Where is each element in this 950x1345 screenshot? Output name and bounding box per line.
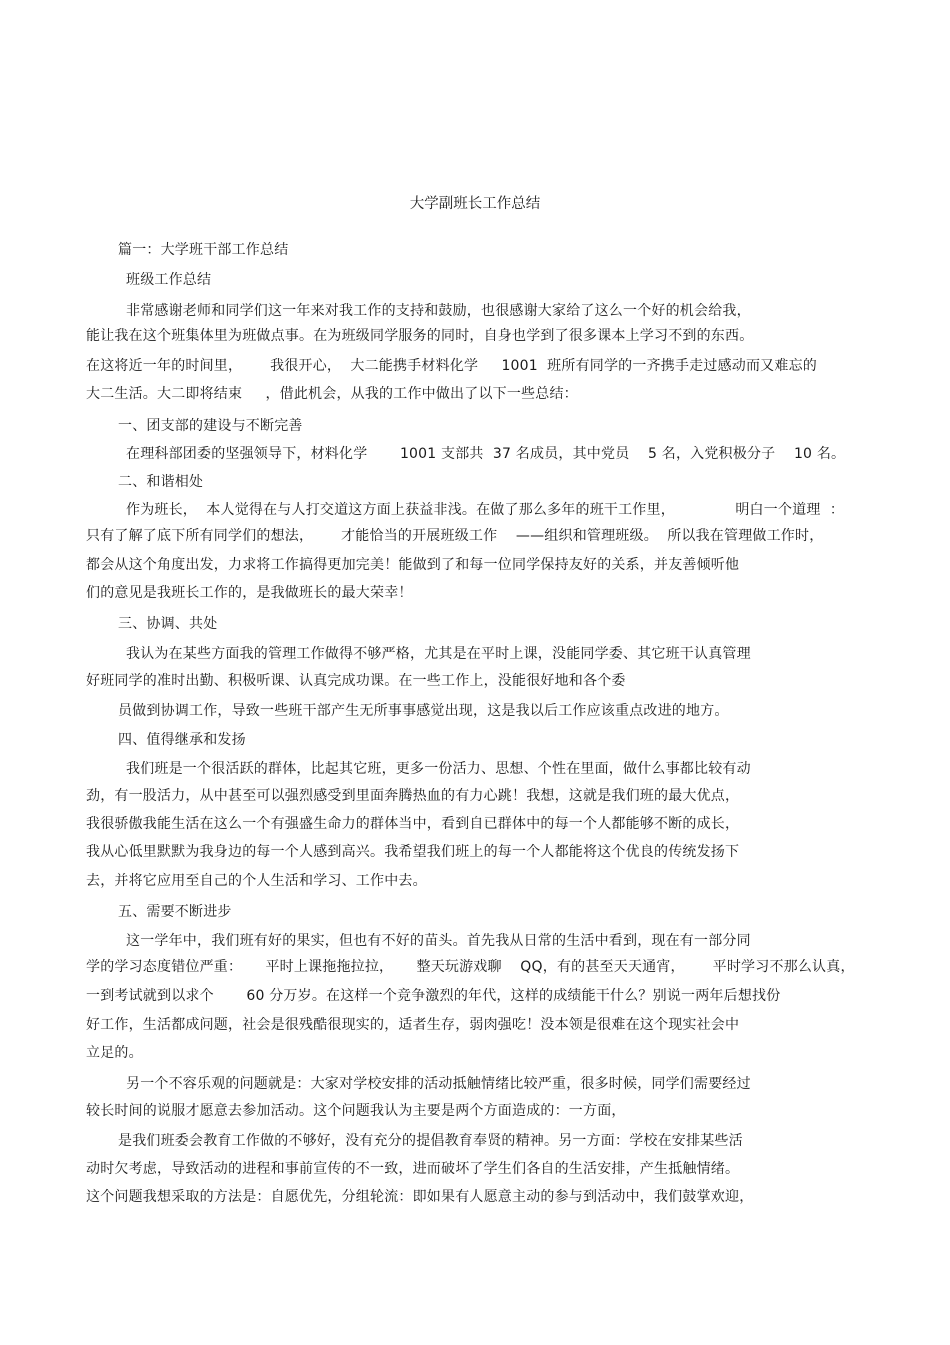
paragraph-line: 在理科部团委的坚强领导下，材料化学 1001 支部共 37 名成员，其中党员 5 名，入党积极分子 10 名。 [126,446,846,462]
paragraph-line: 只有了解了底下所有同学们的想法， 才能恰当的开展班级工作 ——组织和管理班级。 所以我在管理做工作时， [86,528,824,544]
section-heading: 一、团支部的建设与不断完善 [118,418,303,434]
paragraph-line: 较长时间的说服才愿意去参加活动。这个问题我认为主要是两个方面造成的：一方面， [86,1103,626,1119]
paragraph-line: 们的意见是我班长工作的，是我做班长的最大荣幸！ [86,585,413,601]
paragraph-line: 另一个不容乐观的问题就是：大家对学校安排的活动抵触情绪比较严重，很多时候，同学们需要经过 [126,1076,751,1092]
section-heading: 五、需要不断进步 [118,904,232,920]
paragraph-line: 大二生活。大二即将结束 ，借此机会，从我的工作中做出了以下一些总结： [86,386,578,402]
paragraph-line: 我从心低里默默为我身边的每一个人感到高兴。我希望我们班上的每一个人都能将这个优良的传统发扬下 [86,844,740,860]
section-heading: 篇一：大学班干部工作总结 [118,242,289,258]
section-heading: 二、和谐相处 [118,474,204,490]
paragraph-line: 我很骄傲我能生活在这么一个有强盛生命力的群体当中，看到自已群体中的每一个人都能够不断的成长， [86,816,740,832]
paragraph-line: 是我们班委会教育工作做的不够好，没有充分的提倡教育奉贤的精神。另一方面：学校在安排某些活 [118,1133,743,1149]
paragraph-line: 一到考试就到以求个 60 分万岁。在这样一个竞争激烈的年代，这样的成绩能干什么？别说一两年后想找份 [86,988,781,1004]
paragraph-line: 好工作，生活都成问题，社会是很残酷很现实的，适者生存，弱肉强吃！没本领是很难在这个现实社会中 [86,1017,740,1033]
paragraph-line: 我们班是一个很活跃的群体，比起其它班，更多一份活力、思想、个性在里面，做什么事都比较有动 [126,761,751,777]
paragraph-line: 好班同学的准时出勤、积极听课、认真完成功课。在一些工作上，没能很好地和各个委 [86,673,626,689]
paragraph-line: 都会从这个角度出发，力求将工作搞得更加完美！能做到了和每一位同学保持友好的关系，并友善倾听他 [86,557,740,573]
paragraph-line: 动时欠考虑，导致活动的进程和事前宣传的不一致，进而破坏了学生们各自的生活安排，产生抵触情绪。 [86,1161,740,1177]
section-heading: 四、值得继承和发扬 [118,732,246,748]
paragraph-line: 学的学习态度错位严重： 平时上课拖拖拉拉， 整天玩游戏聊 QQ，有的甚至天天通宵， 平时学习不那么认真， [86,959,855,975]
paragraph-line: 非常感谢老师和同学们这一年来对我工作的支持和鼓励，也很感谢大家给了这么一个好的机会给我， [126,303,751,319]
paragraph-line: 这一学年中，我们班有好的果实，但也有不好的苗头。首先我从日常的生活中看到，现在有一部分同 [126,933,751,949]
paragraph-line: 这个问题我想采取的方法是：自愿优先，分组轮流：即如果有人愿意主动的参与到活动中，我们鼓掌欢迎， [86,1189,754,1205]
paragraph-line: 我认为在某些方面我的管理工作做得不够严格，尤其是在平时上课，没能同学委、其它班干认真管理 [126,646,751,662]
paragraph-line: 作为班长， 本人觉得在与人打交道这方面上获益非浅。在做了那么多年的班干工作里， 明白一个道理 ： [126,502,845,518]
paragraph-line: 能让我在这个班集体里为班做点事。在为班级同学服务的同时，自身也学到了很多课本上学习不到的东西。 [86,328,754,344]
paragraph-line: 去，并将它应用至自己的个人生活和学习、工作中去。 [86,873,427,889]
document-title: 大学副班长工作总结 [409,196,541,212]
subheading: 班级工作总结 [126,272,212,288]
paragraph-line: 劲，有一股活力，从中甚至可以强烈感受到里面奔腾热血的有力心跳！我想，这就是我们班的最大优点， [86,788,740,804]
paragraph-line: 立足的。 [86,1045,143,1061]
paragraph-line: 员做到协调工作，导致一些班干部产生无所事事感觉出现，这是我以后工作应该重点改进的地方。 [118,703,729,719]
section-heading: 三、协调、共处 [118,616,218,632]
paragraph-line: 在这将近一年的时间里， 我很开心， 大二能携手材料化学 1001 班所有同学的一齐携手走过感动而又难忘的 [86,358,817,374]
